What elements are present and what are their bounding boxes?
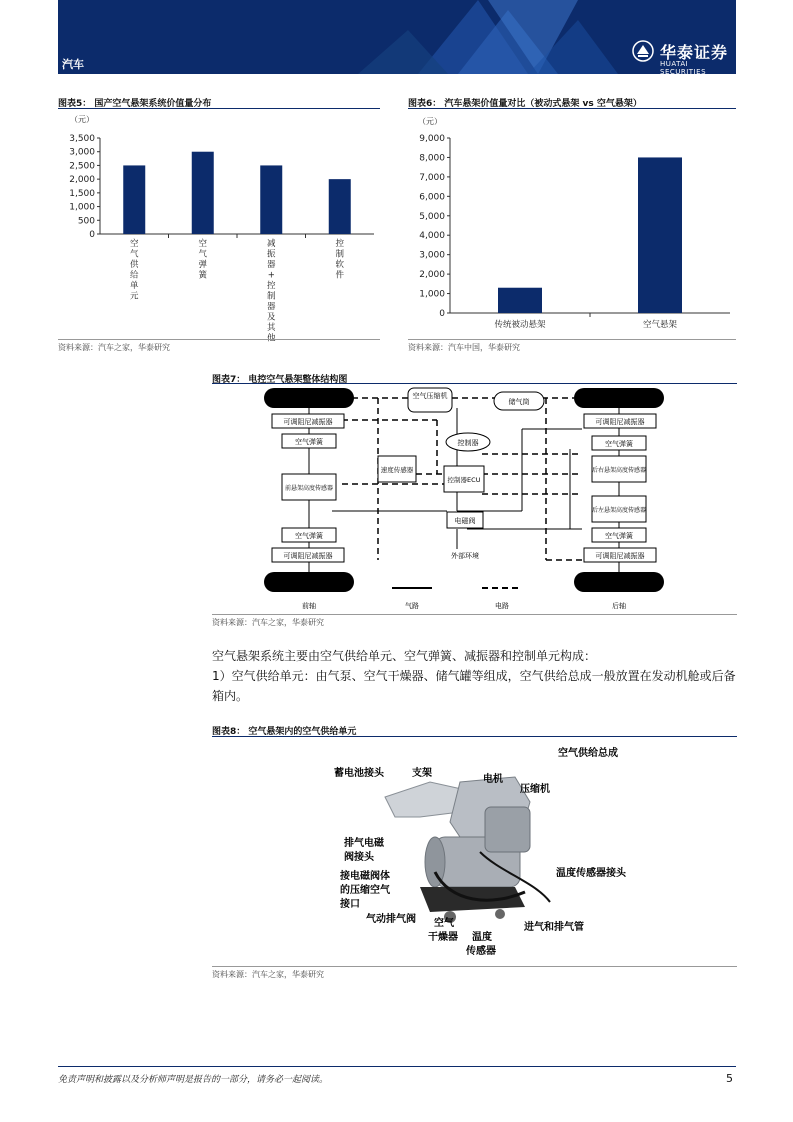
- figure6-chart: [408, 128, 736, 338]
- figure5-x-tick-label: 减振器+控制器及其他: [266, 239, 276, 344]
- figure5-bar: [192, 152, 214, 234]
- assembly-illustration: [385, 777, 550, 923]
- figure7-diagram: [212, 384, 665, 612]
- right-damper-top-label: 可调阻尼减振器: [595, 418, 645, 426]
- figure5-unit: （元）: [70, 115, 94, 124]
- figure6-y-tick-label: 5,000: [419, 211, 445, 222]
- figure5-bottom-rule: [58, 339, 380, 340]
- logo-text-cn: 华泰证券: [660, 43, 729, 62]
- figure5-title: 图表5： 国产空气悬架系统价值量分布: [58, 99, 212, 109]
- figure6-y-tick-label: 0: [439, 309, 445, 319]
- rear-wheel-bottom: [574, 572, 664, 592]
- rear-left-sensor-label: 后左悬架高度传感器: [591, 507, 647, 514]
- figure6-x-tick-label: 传统被动悬架: [494, 320, 546, 330]
- svg-text:干燥器: 干燥器: [428, 932, 458, 943]
- environment-label: 外部环境: [451, 552, 479, 560]
- figure6-top-rule: [408, 108, 736, 109]
- svg-text:接电磁阀体: 接电磁阀体: [340, 871, 390, 882]
- exhaust-valve-label: [343, 836, 385, 863]
- figure5-y-tick-label: 2,000: [69, 175, 95, 186]
- figure6-bar: [638, 157, 682, 313]
- bracket-label: 支架: [412, 768, 432, 779]
- figure5-y-tick-label: 500: [77, 216, 95, 227]
- svg-text:温度: 温度: [472, 932, 492, 943]
- legend-rear-axle: 后轴: [612, 602, 626, 610]
- dryer-label: [428, 916, 458, 943]
- figure6-y-tick-label: 7,000: [419, 172, 445, 183]
- figure5-y-tick-label: 1,000: [69, 202, 95, 213]
- banner-decoration: [58, 0, 736, 74]
- figure5-y-tick-label: 1,500: [69, 188, 95, 199]
- front-wheel-top: [264, 388, 354, 408]
- figure6-y-tick-label: 3,000: [419, 250, 445, 261]
- front-wheel-bottom: [264, 572, 354, 592]
- figure5-y-tick-label: 3,000: [69, 147, 95, 158]
- pneumatic-valve-label: 气动排气阀: [366, 914, 416, 925]
- figure6-y-tick-label: 8,000: [419, 153, 445, 164]
- solenoid-label: 电磁阀: [454, 517, 476, 525]
- front-height-sensor-label: 前悬架高度传感器: [284, 485, 334, 492]
- temp-sensor-label: [465, 930, 496, 957]
- page-number: 5: [726, 1072, 733, 1085]
- battery-label: 蓄电池接头: [334, 768, 384, 779]
- legend-front-axle: 前轴: [302, 602, 316, 610]
- figure8-source: 资料来源：汽车之家，华泰研究: [212, 970, 324, 979]
- figure5-x-tick-label: 控制软件: [335, 239, 345, 281]
- ecu-label: 控制器ECU: [447, 476, 481, 484]
- figure5-y-tick-label: 0: [89, 230, 95, 240]
- figure6-unit: （元）: [418, 117, 442, 126]
- figure6-y-tick-label: 2,000: [419, 270, 445, 281]
- figure5-top-rule: [58, 108, 380, 109]
- figure5-x-tick-label: 空气供给单元: [129, 239, 139, 302]
- section-label: 汽车: [62, 58, 84, 71]
- compressor-label: 空气压缩机: [412, 392, 448, 400]
- pipe-label: 进气和排气管: [524, 922, 584, 933]
- solenoid-port-label: [339, 869, 391, 910]
- figure6-y-tick-label: 9,000: [419, 134, 445, 144]
- footer-rule: [58, 1066, 736, 1067]
- assembly-label: 空气供给总成: [558, 748, 618, 759]
- legend-air: 气路: [405, 602, 419, 610]
- left-damper-bottom-label: 可调阻尼减振器: [283, 552, 333, 560]
- figure8-bottom-rule: [212, 966, 737, 967]
- body-paragraph-2: 1）空气供给单元：由气泵、空气干燥器、储气罐等组成，空气供给总成一般放置在发动机舱或后备箱内。: [212, 669, 736, 703]
- figure6-x-tick-label: 空气悬架: [642, 320, 678, 330]
- svg-text:排气电磁: 排气电磁: [344, 838, 384, 849]
- figure5-bar: [329, 179, 351, 234]
- figure5-source: 资料来源：汽车之家，华泰研究: [58, 343, 170, 352]
- figure6-y-tick-label: 1,000: [419, 289, 445, 300]
- figure5-x-tick-label: 空气弹簧: [198, 239, 208, 281]
- figure8-title: 图表8： 空气悬架内的空气供给单元: [212, 727, 357, 737]
- logo-text-en: HUATAI SECURITIES: [660, 60, 707, 76]
- speed-sensor-label: 速度传感器: [380, 466, 414, 474]
- figure6-y-tick-label: 6,000: [419, 192, 445, 203]
- figure6-source: 资料来源：汽车中国，华泰研究: [408, 343, 520, 352]
- figure5-bar: [260, 165, 282, 234]
- figure6-title: 图表6： 汽车悬架价值量对比（被动式悬架 vs 空气悬架）: [408, 99, 642, 109]
- svg-text:空气: 空气: [434, 918, 454, 929]
- tank-label: 储气筒: [508, 398, 530, 406]
- figure5-y-tick-label: 2,500: [69, 161, 95, 172]
- motor-label: 电机: [483, 774, 503, 785]
- left-spring-top-label: 空气弹簧: [295, 438, 323, 446]
- body-paragraph-1: 空气悬架系统主要由空气供给单元、空气弹簧、减振器和控制单元构成：: [212, 649, 597, 663]
- figure7-source: 资料来源：汽车之家，华泰研究: [212, 618, 324, 627]
- rear-right-sensor-label: 后右悬架高度传感器: [591, 467, 647, 474]
- huatai-logo-icon: [632, 40, 654, 62]
- figure8-photo: [300, 742, 640, 960]
- footer-disclaimer: 免责声明和披露以及分析师声明是报告的一部分，请务必一起阅读。: [58, 1075, 329, 1085]
- figure7-title: 图表7： 电控空气悬架整体结构图: [212, 375, 348, 385]
- svg-text:阀接头: 阀接头: [344, 852, 374, 863]
- right-damper-bottom-label: 可调阻尼减振器: [595, 552, 645, 560]
- left-spring-bottom-label: 空气弹簧: [295, 532, 323, 540]
- controller-top-label: 控制器: [457, 439, 479, 447]
- figure8-top-rule: [212, 736, 737, 737]
- right-spring-top-label: 空气弹簧: [605, 440, 633, 448]
- figure6-bar: [498, 288, 542, 313]
- left-damper-top-label: 可调阻尼减振器: [283, 418, 333, 426]
- figure5-bar: [123, 165, 145, 234]
- svg-text:接口: 接口: [340, 899, 360, 910]
- svg-text:传感器: 传感器: [466, 946, 496, 957]
- figure7-bottom-rule: [212, 614, 737, 615]
- figure5-y-tick-label: 3,500: [69, 134, 95, 144]
- svg-text:的压缩空气: 的压缩空气: [340, 885, 390, 896]
- legend-electric: 电路: [495, 602, 509, 610]
- header-banner: [58, 0, 736, 74]
- figure5-chart: [58, 128, 380, 344]
- compressor-label-8: 压缩机: [520, 784, 550, 795]
- rear-wheel-top: [574, 388, 664, 408]
- right-spring-bottom-label: 空气弹簧: [605, 532, 633, 540]
- temp-connector-label: 温度传感器接头: [556, 868, 626, 879]
- figure6-bottom-rule: [408, 339, 736, 340]
- figure6-y-tick-label: 4,000: [419, 231, 445, 242]
